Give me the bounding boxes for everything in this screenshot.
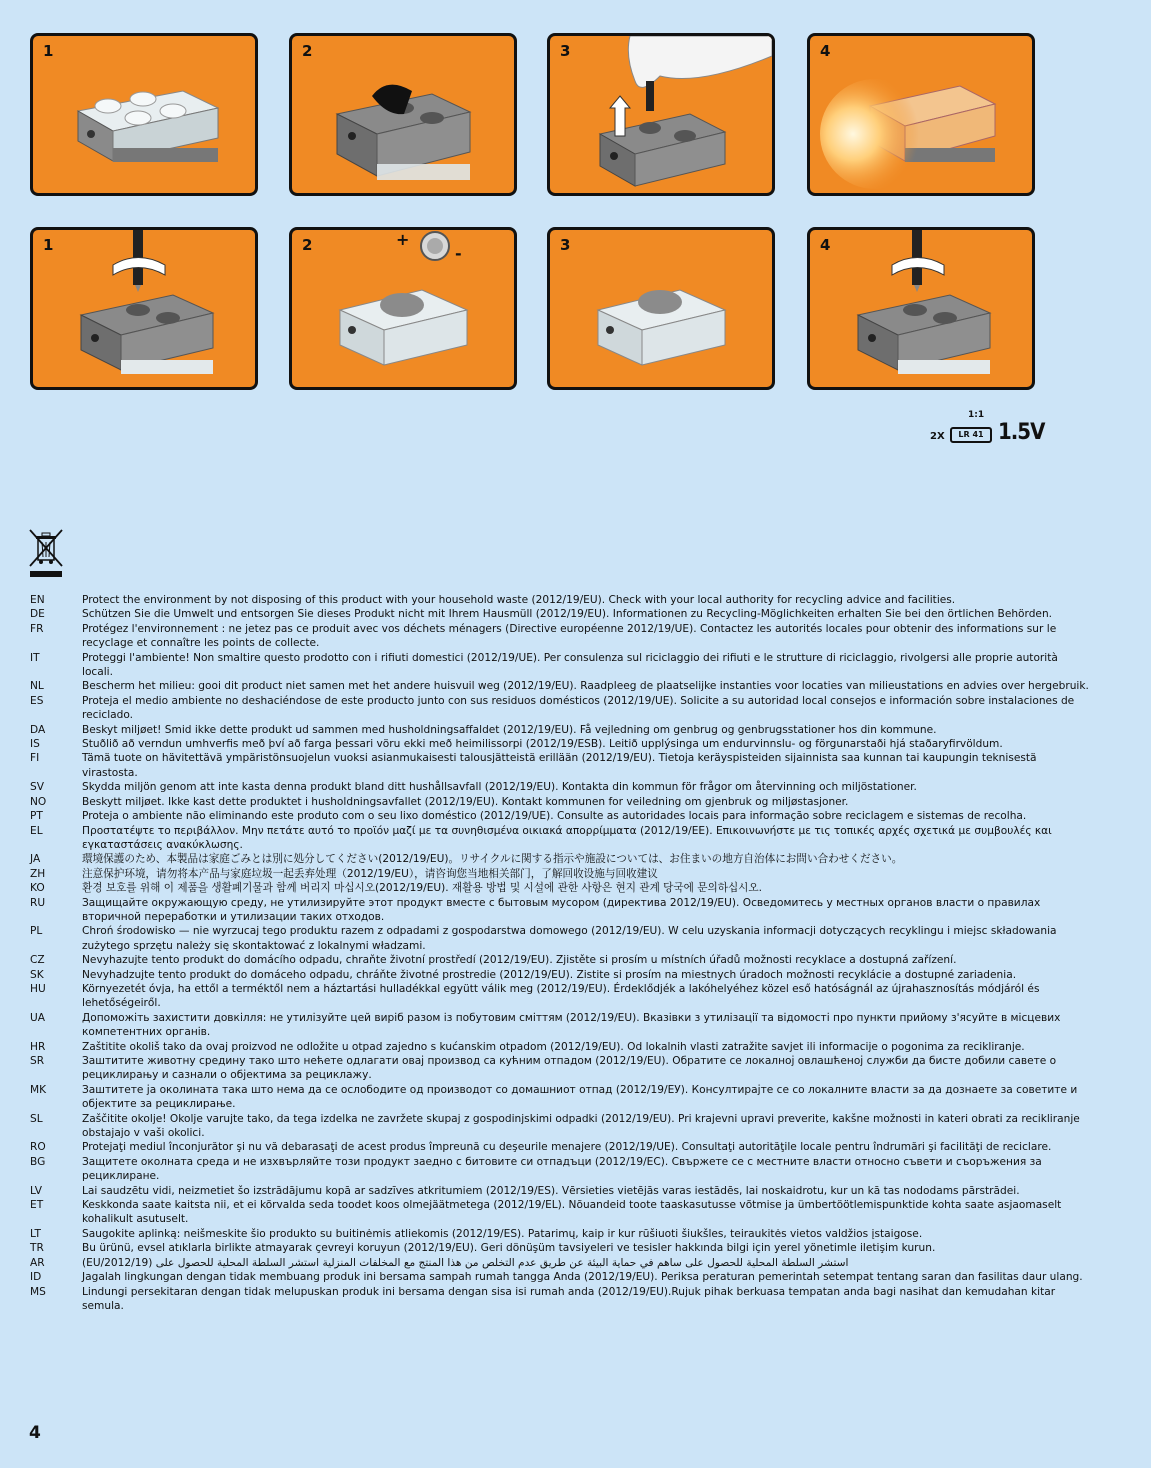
brick-glowing-illustration: [810, 36, 1032, 193]
notice-text: Beskytt miljøet. Ikke kast dette produktet i husholdningsavfallet (2012/19/EU). Kontakt kommunen for veiledning om gjenbruk og miljøstasjoner.: [82, 795, 849, 808]
notice-row-sl: [30, 1112, 1090, 1141]
language-code: SR: [30, 1055, 45, 1067]
notice-row-ru: [30, 896, 1090, 925]
step-panel-top-1: [30, 33, 258, 196]
step-number: 3: [560, 236, 571, 254]
notice-row-fr: [30, 622, 1090, 651]
notice-text: Nevyhazujte tento produkt do domácího odpadu, chraňte životní prostředí (2012/19/EU). Zjistěte si prosím u místních úřadů možnosti recyklace a dostupná zařízení.: [82, 954, 957, 967]
brick-with-black-pin-illustration: [292, 36, 514, 193]
language-code: BG: [30, 1155, 46, 1168]
notice-row-lv: [30, 1184, 1090, 1198]
language-code: KO: [30, 882, 45, 895]
language-code: TR: [30, 1242, 44, 1255]
notice-row-sr: [30, 1054, 1090, 1083]
notice-text: 환경 보호를 위해 이 제품을 생활폐기물과 함께 버리지 마십시오(2012/19/EU). 재활용 방법 및 시설에 관한 사항은 현지 관계 당국에 문의하십시오.: [82, 882, 763, 895]
notice-text: Jagalah lingkungan dengan tidak membuang produk ini bersama sampah rumah tangga Anda (2012/19/EU). Periksa peraturan pemerintah setempat tentang saran dan fasilitas daur ulang.: [82, 1271, 1083, 1284]
battery-spec: [928, 410, 1048, 450]
language-code: CZ: [30, 954, 45, 967]
battery-voltage: 1.5V: [998, 420, 1045, 445]
language-code: RU: [30, 896, 46, 909]
notice-text: Skydda miljön genom att inte kasta denna produkt bland ditt hushållsavfall (2012/19/EU). Kontakta din kommun för frågor om återvinning och miljöstationer.: [82, 781, 917, 794]
notice-text: Proteja el medio ambiente no deshaciéndose de este producto junto con sus residuos domésticos (2012/19/UE). Solicite a su autoridad local consejos e información sobre instalaciones de reciclado.: [82, 694, 1075, 722]
notice-row-et: [30, 1198, 1090, 1227]
language-code: ES: [30, 694, 44, 707]
open-brick-illustration: [550, 230, 772, 387]
language-code: JA: [30, 853, 41, 866]
notice-text: Chroń środowisko — nie wyrzucaj tego produktu razem z odpadami z gospodarstwa domowego (2012/19/EU). W celu uzyskania informacji dotyczących recyklingu i miejsc składowania zużytego sprzętu należy się skontaktować z lokalnymi władzami.: [82, 925, 1057, 952]
transparent-light-brick-illustration: [33, 36, 255, 193]
step-panel-bottom-4: [807, 227, 1035, 390]
step-number: 2: [302, 42, 313, 60]
notice-text: Környezetét óvja, ha ettől a terméktől nem a háztartási hulladékkal együtt válik meg (2012/19/EU). Érdeklődjék a lakóhelyéhez közel eső hatóságnál az újrahasznosítás módjáról és lehetőségeiről.: [82, 982, 1040, 1010]
battery-type: LR 41: [958, 430, 984, 439]
notice-text: Заштитете ја околината така што нема да се ослободите од производот со домашниот отпад (2012/19/ЕУ). Консултирајте се со локалните власти за да дознаете за советите и објектите за рециклирање.: [82, 1083, 1078, 1111]
language-code: HR: [30, 1040, 46, 1053]
notice-text: Допоможіть захистити довкілля: не утилізуйте цей виріб разом із побутовим сміттям (2012/19/EU). Вказівки з утилізації та відомості про пункти прийому з'ясуйте в місцевих компетентних органів.: [82, 1011, 1061, 1039]
notice-row-it: [30, 651, 1090, 680]
battery-minus-sign: -: [455, 244, 462, 263]
notice-text: Schützen Sie die Umwelt und entsorgen Sie dieses Produkt nicht mit Ihrem Hausmüll (2012/19/EU). Informationen zu Recycling-Möglichkeiten erhalten Sie bei den örtlichen Behörden.: [82, 608, 1053, 621]
notice-row-fi: [30, 751, 1090, 780]
notice-row-de: [30, 607, 1090, 621]
notice-text: Προστατέψτε το περιβάλλον. Μην πετάτε αυτό το προϊόν μαζί με τα συνηθισμένα οικιακά απορρίμματα (2012/19/ΕΕ). Επικοινωνήστε με τις τοπικές αρχές σχετικά με συμβουλές και εγκαταστάσεις ανακύκλωσης.: [82, 824, 1052, 851]
insert-battery-illustration: [292, 230, 514, 387]
step-number: 2: [302, 236, 313, 254]
notice-row-nl: [30, 679, 1090, 693]
recycling-notice-list: [30, 593, 1090, 1313]
language-code: IS: [30, 738, 40, 751]
language-code: EN: [30, 594, 45, 606]
notice-row-bg: [30, 1155, 1090, 1184]
notice-text: Stuðlið að verndun umhverfis með því að farga þessari vöru ekki með heimilissorpi (2012/19/ESB). Leitið upplýsinga um endurvinnslu- og förgunarstaði hjá staðaryfirvöldum.: [82, 738, 1003, 751]
notice-text: Protégez l'environnement : ne jetez pas ce produit avec vos déchets ménagers (Directive européenne 2012/19/UE). Contactez les autorités locales pour obtenir des informations sur le recyclage et connaître les points de collecte.: [82, 622, 1057, 650]
step-panel-top-4: [807, 33, 1035, 196]
notice-row-mk: [30, 1083, 1090, 1112]
language-code: DE: [30, 608, 45, 621]
battery-plus-sign: +: [396, 230, 410, 249]
step-number: 3: [560, 42, 571, 60]
notice-text: Lindungi persekitaran dengan tidak melupuskan produk ini bersama dengan sisa isi rumah anda (2012/19/EU).Rujuk pihak berkuasa tempatan anda bagi nasihat dan kemudahan kitar semula.: [82, 1285, 1056, 1312]
notice-row-ar: [30, 1256, 1090, 1270]
notice-row-hr: [30, 1040, 1090, 1054]
language-code: SV: [30, 781, 44, 794]
language-code: NO: [30, 795, 47, 808]
language-code: HU: [30, 982, 46, 995]
notice-text: Заштитите животну средину тако што нећете одлагати овај производ са кућним отпадом (2012/19/EU). Обратите се локалној овлашћеној служби да бисте добили савете о рециклирању и сазнали о објектима за рециклажу.: [82, 1055, 1057, 1082]
notice-text: Keskkonda saate kaitsta nii, et ei kõrvalda seda toodet koos olmejäätmetega (2012/19/EL). Nõuandeid toote taaskasutusse võtmise ja ümbertöötlemispunktide kohta saate asjaomaselt kohalikult asutuselt.: [82, 1199, 1062, 1226]
notice-text: Protejaţi mediul înconjurător şi nu vă debarasaţi de acest produs împreună cu deşeurile menajere (2012/19/UE). Consultaţi autorităţile locale pentru îndrumări şi facilităţi de reciclare.: [82, 1141, 1052, 1154]
language-code: SL: [30, 1112, 43, 1125]
notice-row-en: [30, 593, 1090, 607]
language-code: UA: [30, 1011, 46, 1024]
step-panel-bottom-3: [547, 227, 775, 390]
notice-row-is: [30, 737, 1090, 751]
screw-brick-illustration: [810, 230, 1032, 387]
battery-cell-icon: [950, 427, 992, 443]
language-code: DA: [30, 723, 46, 736]
unscrew-brick-illustration: [33, 230, 255, 387]
battery-ratio: 1:1: [968, 410, 985, 420]
notice-row-ja: [30, 852, 1090, 866]
language-code: ID: [30, 1271, 42, 1284]
language-code: LV: [30, 1184, 42, 1197]
notice-row-el: [30, 824, 1090, 853]
notice-text: Bescherm het milieu: gooi dit product niet samen met het andere huisvuil weg (2012/19/EU). Raadpleeg de plaatselijke instanties voor locaties van milieustations en advies over hergebruik.: [82, 680, 1089, 693]
notice-row-es: [30, 694, 1090, 723]
language-code: MK: [30, 1083, 47, 1096]
notice-text: Защищайте окружающую среду, не утилизируйте этот продукт вместе с бытовым мусором (директива 2012/19/EU). Осведомитесь у местных органов власти о правилах вторичной переработки и утилизации таких отходов.: [82, 896, 1041, 923]
notice-row-pl: [30, 924, 1090, 953]
notice-row-id: [30, 1270, 1090, 1284]
notice-text: Saugokite aplinką: neišmeskite šio produkto su buitinėmis atliekomis (2012/19/ES). Patarimų, kaip ir kur rūšiuoti šiukšles, teiraukitės vietos valdžios įstaigose.: [82, 1227, 923, 1240]
notice-row-ua: [30, 1011, 1090, 1040]
battery-count: 2X: [930, 431, 945, 442]
notice-text: Proteggi l'ambiente! Non smaltire questo prodotto con i rifiuti domestici (2012/19/UE). Per consulenza sul riciclaggio dei rifiuti e le strutture di riciclaggio, rivolgersi alle proprie autorità locali.: [82, 651, 1058, 679]
notice-row-ko: [30, 881, 1090, 895]
notice-row-lt: [30, 1227, 1090, 1241]
language-code: ET: [30, 1199, 44, 1212]
notice-row-ro: [30, 1140, 1090, 1154]
notice-text: Защитете околната среда и не изхвърляйте този продукт заедно с битовите си отпадъци (2012/19/ЕС). Свържете се с местните власти относно съвети и съоръжения за рециклиране.: [82, 1155, 1042, 1183]
notice-row-ms: [30, 1285, 1090, 1314]
language-code: LT: [30, 1227, 41, 1240]
finger-pressing-brick-illustration: [550, 36, 772, 193]
language-code: PT: [30, 810, 43, 823]
step-panel-top-3: [547, 33, 775, 196]
step-panel-bottom-1: [30, 227, 258, 390]
notice-row-pt: [30, 809, 1090, 823]
notice-row-no: [30, 795, 1090, 809]
notice-text: Proteja o ambiente não eliminando este produto com o seu lixo doméstico (2012/19/UE). Consulte as autoridades locais para informação sobre reciclagem e sistemas de recolha.: [82, 810, 1027, 823]
notice-row-sv: [30, 780, 1090, 794]
step-panel-bottom-2: [289, 227, 517, 390]
language-code: NL: [30, 680, 44, 693]
notice-row-cz: [30, 953, 1090, 967]
notice-text: 注意保护环境，请勿将本产品与家庭垃圾一起丢弃处理（2012/19/EU），请咨询您当地相关部门，了解回收设施与回收建议: [82, 867, 658, 880]
notice-text: Zaščitite okolje! Okolje varujte tako, da tega izdelka ne zavržete skupaj z gospodinjskimi odpadki (2012/19/EU). Pri krajevni upravi preverite, kakšne možnosti in kateri obrati za recikliranje obstajajo v vaši okolici.: [82, 1112, 1080, 1140]
notice-text: Bu ürünü, evsel atıklarla birlikte atmayarak çevreyi koruyun (2012/19/EU). Geri dönüşüm tavsiyeleri ve tesisler hakkında bilgi için yerel yönetimle iletişim kurun.: [82, 1242, 936, 1255]
page-number: 4: [29, 1423, 41, 1443]
language-code: AR: [30, 1256, 45, 1269]
notice-text: Zaštitite okoliš tako da ovaj proizvod ne odložite u otpad zajedno s kućanskim otpadom (2012/19/EU). Od lokalnih vlasti zatražite savjet ili informacije o pogonima za recikliranje.: [82, 1040, 1025, 1053]
notice-text: استشر السلطة المحلية للحصول على ساهم في حماية البيئة عن طريق عدم التخلص من هذا المنتج مع المخلفات المنزلية استشر السلطة المحلية للحصول على (2012/19/EU): [82, 1256, 849, 1269]
notice-row-hu: [30, 982, 1090, 1011]
crossed-bin-icon: [28, 528, 64, 580]
notice-row-zh: [30, 867, 1090, 881]
language-code: PL: [30, 925, 43, 938]
step-number: 4: [820, 42, 831, 60]
language-code: EL: [30, 824, 43, 837]
language-code: RO: [30, 1141, 46, 1154]
language-code: FI: [30, 752, 40, 765]
notice-row-sk: [30, 968, 1090, 982]
notice-text: Tämä tuote on hävitettävä ympäristönsuojelun vuoksi asianmukaisesti talousjätteistä erillään (2012/19/EU). Tietoja keräyspisteiden sijainnista saa kunnan tai kaupungin teknisestä virastosta.: [82, 752, 1037, 779]
step-number: 1: [43, 42, 54, 60]
notice-row-tr: [30, 1241, 1090, 1255]
step-number: 1: [43, 236, 54, 254]
notice-text: Beskyt miljøet! Smid ikke dette produkt ud sammen med husholdningsaffaldet (2012/19/EU). Få vejledning om genbrug og genbrugsstationer hos din kommune.: [82, 723, 937, 736]
notice-text: Protect the environment by not disposing of this product with your household waste (2012/19/EU). Check with your local authority for recycling advice and facilities.: [82, 594, 956, 606]
notice-text: Lai saudzētu vidi, neizmetiet šo izstrādājumu kopā ar sadzīves atkritumiem (2012/19/ES). Vērsieties vietējās varas iestādēs, lai noskaidrotu, kur un kā tas nododams pārstrādei.: [82, 1184, 1020, 1197]
notice-row-da: [30, 723, 1090, 737]
language-code: IT: [30, 651, 40, 664]
step-panel-top-2: [289, 33, 517, 196]
language-code: FR: [30, 622, 44, 635]
language-code: SK: [30, 968, 44, 981]
step-number: 4: [820, 236, 831, 254]
language-code: ZH: [30, 867, 46, 880]
notice-text: 環境保護のため、本製品は家庭ごみとは別に処分してください(2012/19/EU)。リサイクルに関する指示や施設については、お住まいの地方自治体にお問い合わせください。: [82, 853, 903, 866]
language-code: MS: [30, 1285, 46, 1298]
notice-text: Nevyhadzujte tento produkt do domáceho odpadu, chráňte životné prostredie (2012/19/EU). Zistite si prosím na miestnych úradoch možnosti recyklácie a dostupné zariadenia.: [82, 968, 1017, 981]
